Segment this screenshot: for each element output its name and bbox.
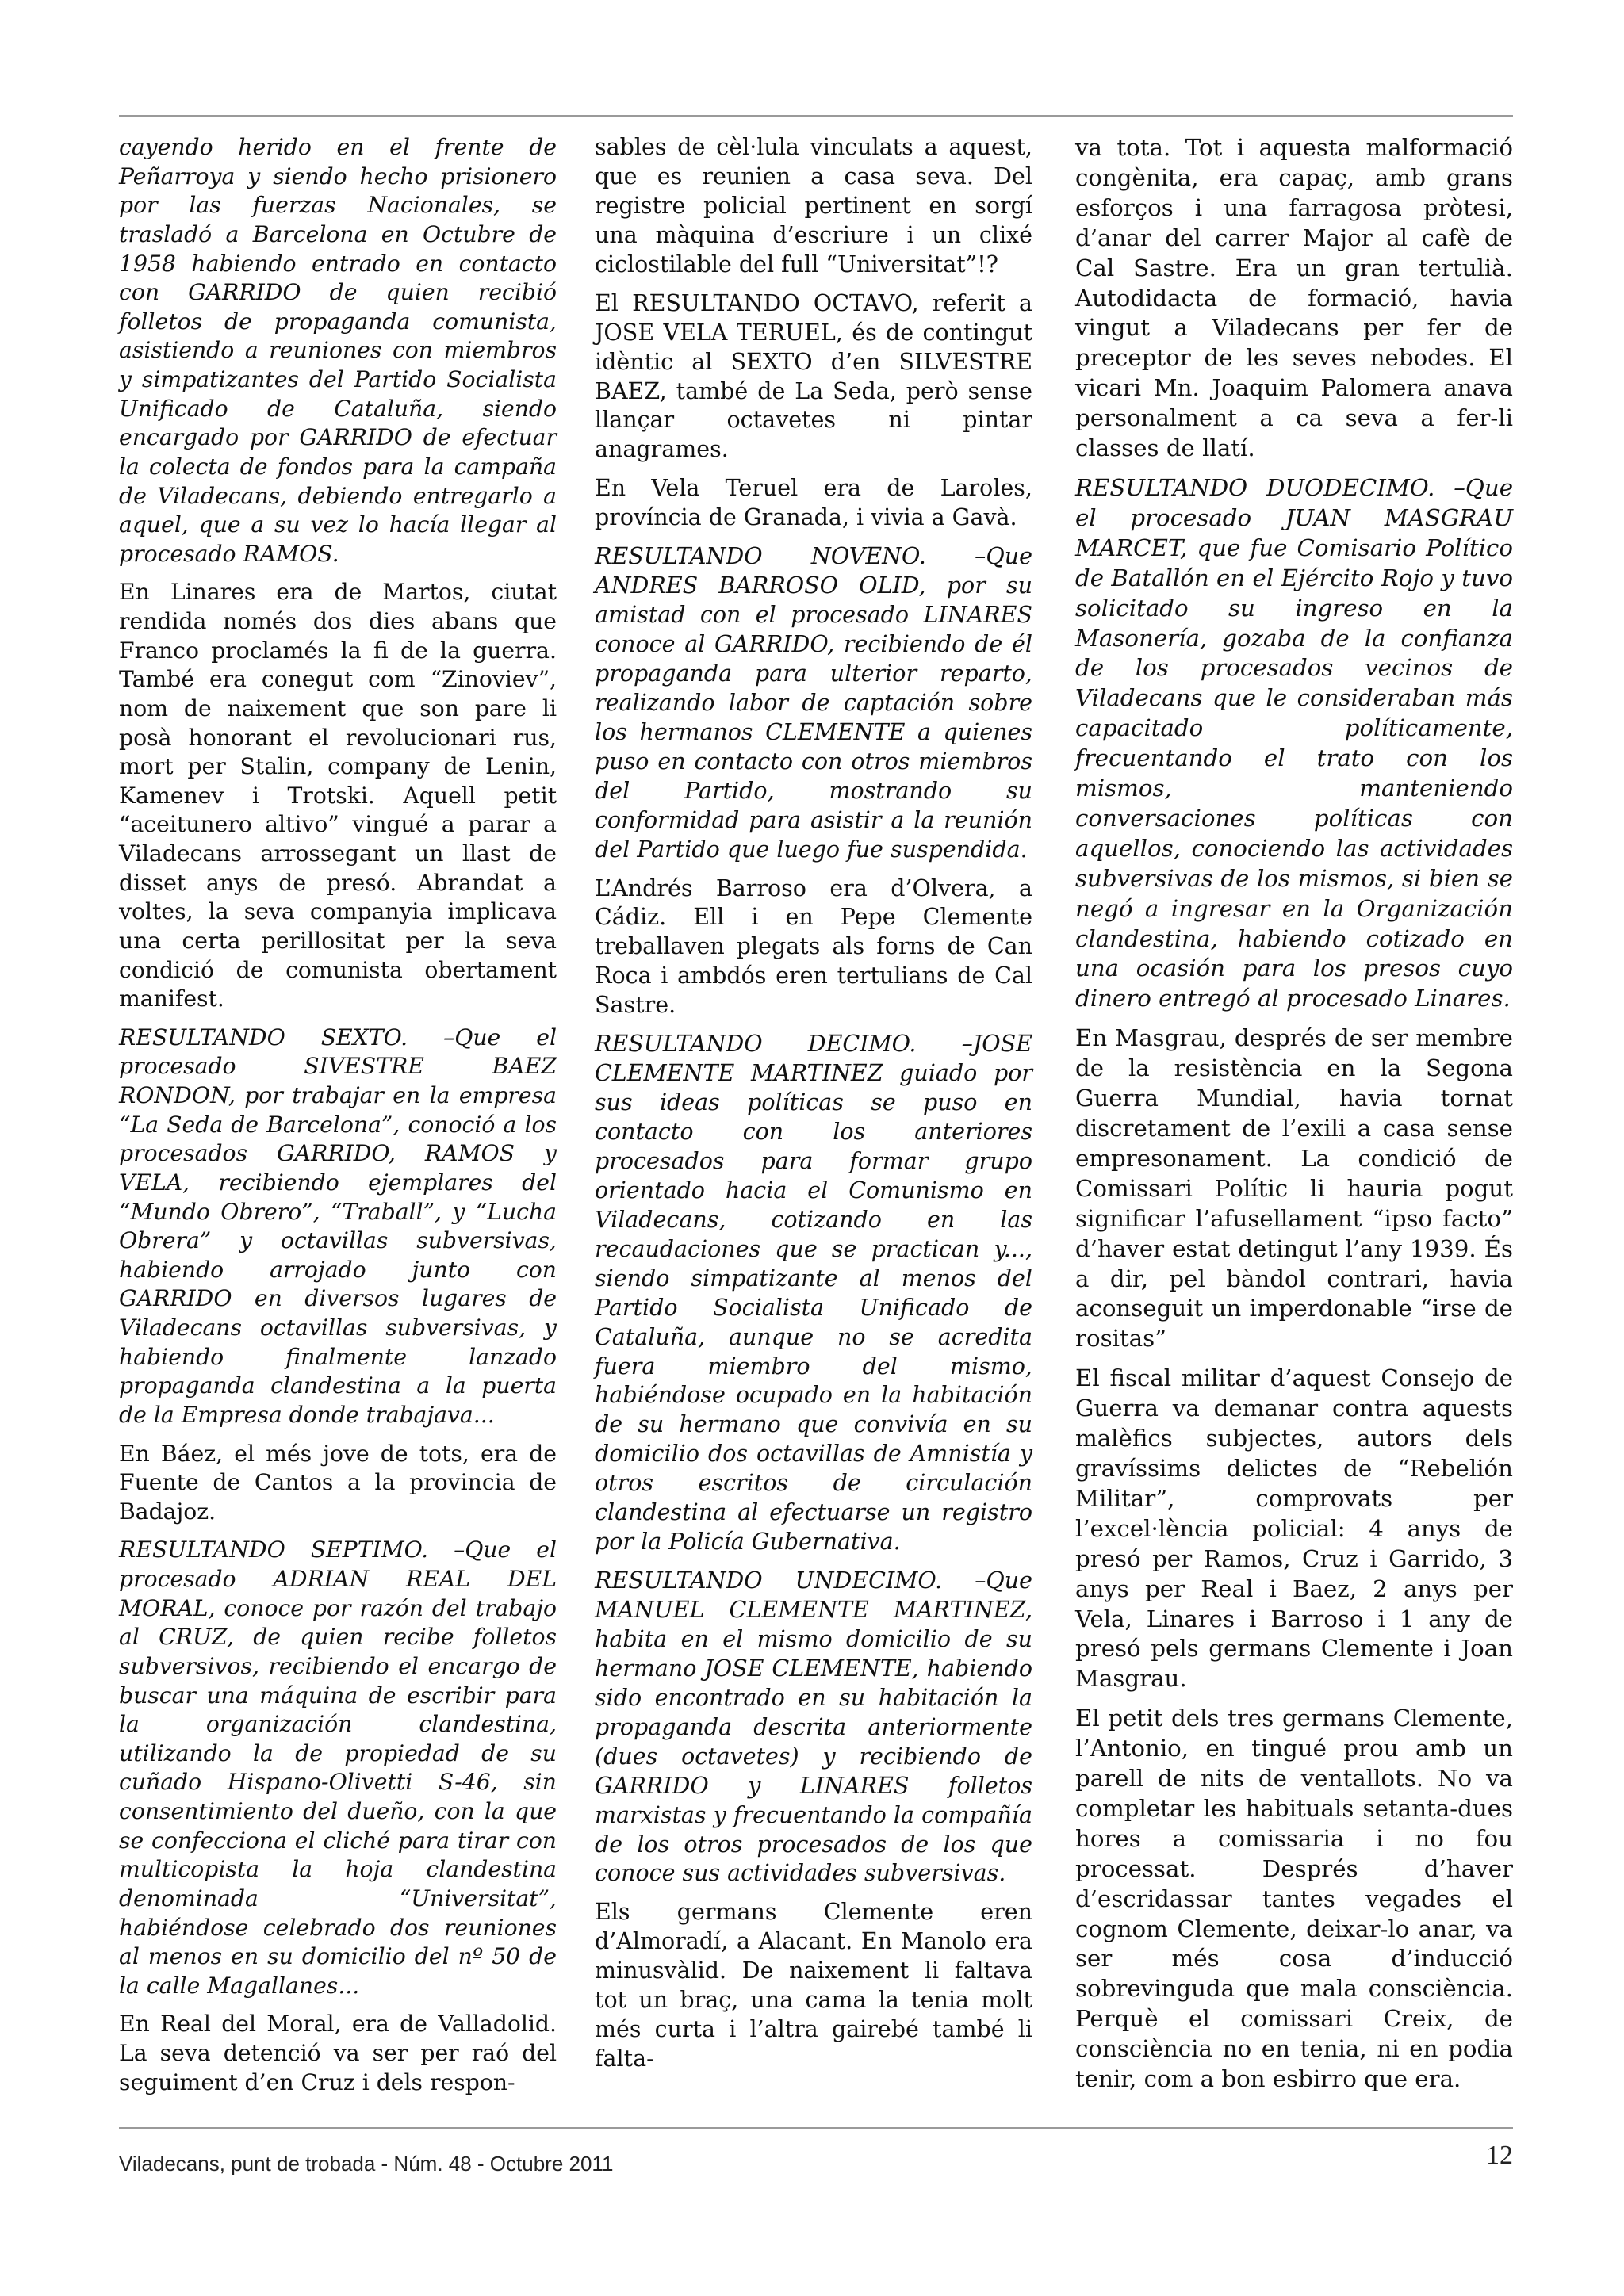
footer-publication: Viladecans, punt de trobada - Núm. 48 - Octubre 2011 <box>119 2152 614 2175</box>
quoted-paragraph: RESULTANDO NOVENO. –Que ANDRES BARROSO OLID, por su amistad con el procesado LINARES conoce al GARRIDO, recibiendo de él propaganda para ulterior reparto, realizando labor de captación sobre los hermanos CLEMENTE a quienes puso en contacto con otros miembros del Partido, mostrando su conformidad para asistir a la reunión del Partido que luego fue suspendida. <box>595 543 1032 863</box>
footer-rule <box>119 2127 1513 2129</box>
header-rule <box>119 115 1513 117</box>
quoted-paragraph: RESULTANDO DECIMO. –JOSE CLEMENTE MARTINEZ guiado por sus ideas políticas se puso en contacto con los anteriores procesados para formar grupo orientado hacia el Comunismo en Viladecans, cotizando en las recaudaciones que se practican y..., siendo simpatizante al menos del Partido Socialista Unificado de Cataluña, aunque no se acredita fuera miembro del mismo, habiéndose ocupado en la habitación de su hermano que convivía en su domicilio dos octavillas de Amnistía y otros escritos de circulación clandestina al efectuarse un registro por la Policía Gubernativa. <box>595 1031 1032 1556</box>
paragraph: El fiscal militar d’aquest Consejo de Guerra va demanar contra aquests malèfics subjectes, autors dels gravíssims delictes de “Rebelión Militar”, comprovats per l’excel·lència policial: 4 anys de presó per Ramos, Cruz i Garrido, 3 anys per Real i Baez, 2 anys per Vela, Linares i Barroso i 1 any de presó pels germans Clemente i Joan Masgrau. <box>1075 1364 1513 1693</box>
text-column-2 <box>595 133 1032 2084</box>
paragraph: El RESULTANDO OCTAVO, referit a JOSE VELA TERUEL, és de contingut idèntic al SEXTO d’en SILVESTRE BAEZ, també de La Seda, però sense llançar octavetes ni pintar anagrames. <box>595 289 1032 463</box>
paragraph: En Real del Moral, era de Valladolid. La seva detenció va ser per raó del seguiment d’en Cruz i dels respon- <box>119 2011 557 2095</box>
paragraph: En Vela Teruel era de Laroles, província de Granada, i vivia a Gavà. <box>595 475 1032 531</box>
text-column-3 <box>1075 133 1513 2104</box>
quoted-paragraph: RESULTANDO SEXTO. –Que el procesado SIVESTRE BAEZ RONDON, por trabajar en la empresa “La Seda de Barcelona”, conoció a los procesados GARRIDO, RAMOS y VELA, recibiendo ejemplares del “Mundo Obrero”, “Traball”, y “Lucha Obrera” y octavillas subversivas, habiendo arrojado junto con GARRIDO en diversos lugares de Viladecans octavillas subversivas, y habiendo finalmente lanzado propaganda clandestina a la puerta de la Empresa donde trabajava... <box>119 1024 557 1428</box>
quoted-paragraph: cayendo herido en el frente de Peñarroya y siendo hecho prisionero por las fuerzas Nacionales, se trasladó a Barcelona en Octubre de 1958 habiendo entrado en contacto con GARRIDO de quien recibió folletos de propaganda comunista, asistiendo a reuniones con miembros y simpatizantes del Partido Socialista Unificado de Cataluña, siendo encargado por GARRIDO de efectuar la colecta de fondos para la campaña de Viladecans, debiendo entregarlo a aquel, que a su vez lo hacía llegar al procesado RAMOS. <box>119 134 557 567</box>
paragraph: En Masgrau, després de ser membre de la resistència en la Segona Guerra Mundial, havia tornat discretament de l’exili a casa sense empresonament. La condició de Comissari Polític li hauria pogut significar l’afusellament “ipso facto” d’haver estat detingut l’any 1939. És a dir, pel bàndol contrari, havia aconseguit un imperdonable “irse de rositas” <box>1075 1024 1513 1353</box>
page-number: 12 <box>1486 2141 1513 2170</box>
paragraph: sables de cèl·lula vinculats a aquest, que es reunien a casa seva. Del registre policial pertinent en sorgí una màquina d’escriure i un clixé ciclostilable del full “Universitat”!? <box>595 134 1032 277</box>
paragraph: En Linares era de Martos, ciutat rendida només dos dies abans que Franco proclamés la fi de la guerra. També era conegut com “Zinoviev”, nom de naixement que son pare li posà honorant el revolucionari rus, mort per Stalin, company de Lenin, Kamenev i Trotski. Aquell petit “aceitunero altivo” vingué a parar a Viladecans arrossegant un llast de disset anys de presó. Abrandat a voltes, la seva companyia implicava una certa perillositat per la seva condició de comunista obertament manifest. <box>119 579 557 1012</box>
paragraph: Els germans Clemente eren d’Almoradí, a Alacant. En Manolo era minusvàlid. De naixement li faltava tot un braç, una cama la tenia molt més curta i l’altra gairebé també li falta- <box>595 1899 1032 2072</box>
text-column-1 <box>119 133 557 2107</box>
paragraph: En Báez, el més jove de tots, era de Fuente de Cantos a la provincia de Badajoz. <box>119 1440 557 1525</box>
quoted-paragraph: RESULTANDO SEPTIMO. –Que el procesado ADRIAN REAL DEL MORAL, conoce por razón del trabajo al CRUZ, de quien recibe folletos subversivos, recibiendo el encargo de buscar una máquina de escribir para la organización clandestina, utilizando la de propiedad de su cuñado Hispano-Olivetti S-46, sin consentimiento del dueño, con la que se confecciona el cliché para tirar con multicopista la hoja clandestina denominada “Universitat”, habiéndose celebrado dos reuniones al menos en su domicilio del nº 50 de la calle Magallanes... <box>119 1536 557 1999</box>
paragraph: L’Andrés Barroso era d’Olvera, a Cádiz. Ell i en Pepe Clemente treballaven plegats als forns de Can Roca i ambdós eren tertulians de Cal Sastre. <box>595 874 1032 1019</box>
quoted-paragraph: RESULTANDO DUODECIMO. –Que el procesado JUAN MASGRAU MARCET, que fue Comisario Político de Batallón en el Ejército Rojo y tuvo solicitado su ingreso en la Masonería, gozaba de la confianza de los procesados vecinos de Viladecans que le consideraban más capacitado políticamente, frecuentando el trato con los mismos, manteniendo conversaciones políticas con aquellos, conociendo las actividades subversivas de los mismos, si bien se negó a ingresar en la Organización clandestina, habiendo cotizado en una ocasión para los presos cuyo dinero entregó al procesado Linares. <box>1075 473 1513 1012</box>
paragraph: El petit dels tres germans Clemente, l’Antonio, en tingué prou amb un parell de nits de ventallots. No va completar les habituals setanta-dues hores a comissaria i no fou processat. Després d’haver d’escridassar tantes vegades el cognom Clemente, deixar-lo anar, va ser més cosa d’inducció sobrevinguda que mala consciència. Perquè el comissari Creix, de consciència no en tenia, ni en podia tenir, com a bon esbirro que era. <box>1075 1705 1513 2093</box>
paragraph: va tota. Tot i aquesta malformació congènita, era capaç, amb grans esforços i una farragosa pròtesi, d’anar del carrer Major al cafè de Cal Sastre. Era un gran tertulià. Autodidacta de formació, havia vingut a Viladecans per fer de preceptor de les seves nebodes. El vicari Mn. Joaquim Palomera anava personalment a ca seva a fer-li classes de llatí. <box>1075 134 1513 462</box>
quoted-paragraph: RESULTANDO UNDECIMO. –Que MANUEL CLEMENTE MARTINEZ, habita en el mismo domicilio de su hermano JOSE CLEMENTE, habiendo sido encontrado en su habitación la propaganda descrita anteriormente (dues octavetes) y recibiendo de GARRIDO y LINARES folletos marxistas y frecuentando la compañía de los otros procesados de los que conoce sus actividades subversivas. <box>595 1567 1032 1887</box>
